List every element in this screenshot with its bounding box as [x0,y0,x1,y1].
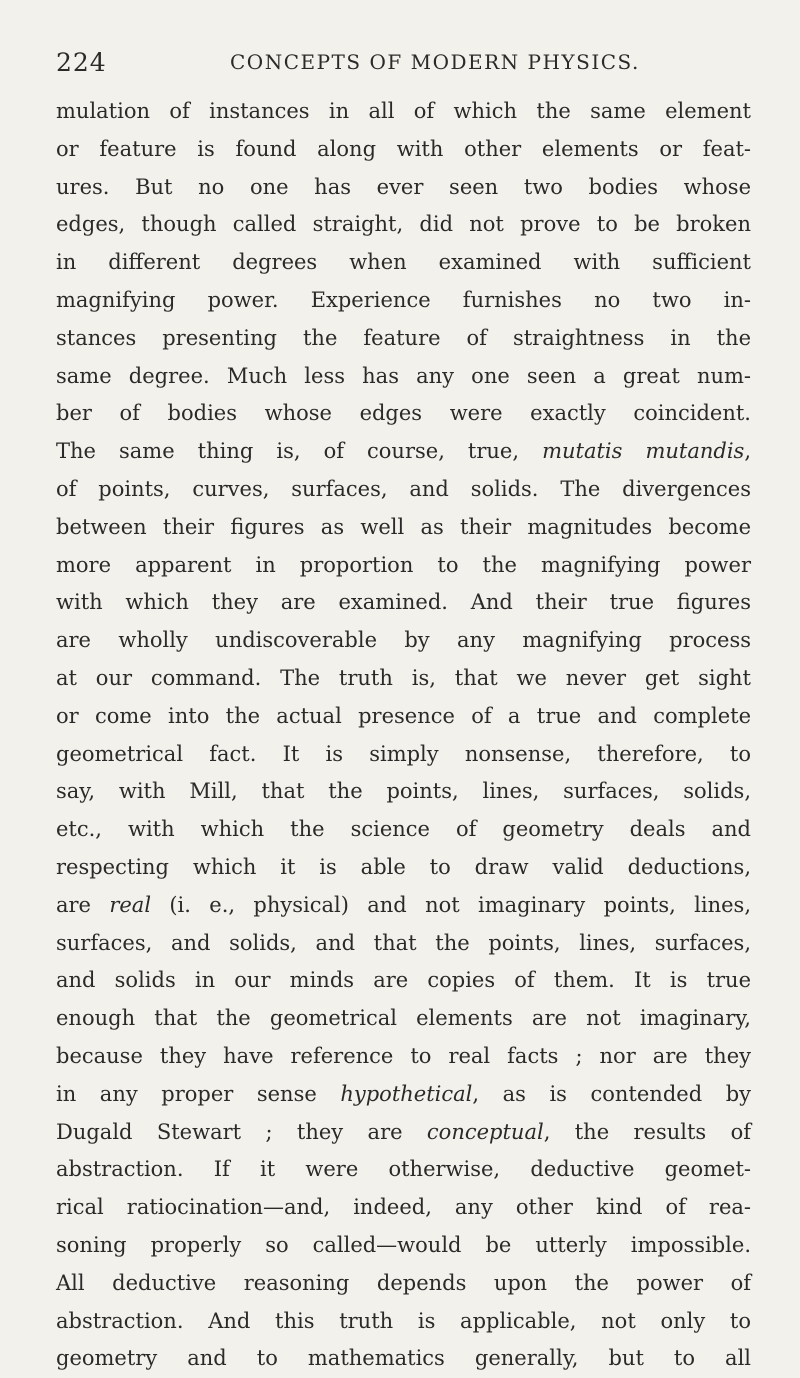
text-line: between their figures as well as their magnitudes become [56,514,751,539]
text-line: are wholly undiscoverable by any magnifying process [56,628,751,653]
text-line: are real (i. e., physical) and not imaginary points, lines, [56,892,751,917]
text-line: enough that the geometrical elements are not imaginary, [56,1006,751,1031]
text-line: with which they are examined. And their true figures [56,590,751,615]
text-line: respecting which it is able to draw valid deductions, [56,854,751,879]
text-line: at our command. The truth is, that we never get sight [56,665,751,690]
text-line: of points, curves, surfaces, and solids. The divergences [56,476,751,501]
text-line: The same thing is, of course, true, mutatis mutandis, [56,439,751,464]
text-line: in different degrees when examined with sufficient [56,250,751,275]
text-line: say, with Mill, that the points, lines, surfaces, solids, [56,779,751,804]
text-line: more apparent in proportion to the magnifying power [56,552,751,577]
text-line: mulation of instances in all of which the same element [56,99,751,123]
text-line: in any proper sense hypothetical, as is contended by [56,1081,751,1106]
running-head [56,48,746,78]
text-line: Dugald Stewart ; they are conceptual, the results of [56,1119,751,1144]
text-line: surfaces, and solids, and that the points, lines, surfaces, [56,930,751,955]
text-line: abstraction. And this truth is applicable, not only to [56,1308,751,1333]
text-line: abstraction. If it were otherwise, deductive geomet- [56,1157,751,1182]
italic-term: conceptual [426,1119,544,1144]
page-number: 224 [56,48,107,77]
text-line: ures. But no one has ever seen two bodies whose [56,174,751,199]
italic-term: hypothetical [340,1081,473,1106]
text-line: or come into the actual presence of a true and complete [56,703,751,728]
italic-term: real [109,892,152,917]
italic-term: mutatis mutandis [542,439,745,464]
text-line: and solids in our minds are copies of them. It is true [56,968,751,993]
text-line: rical ratiocination—and, indeed, any other kind of rea- [56,1195,751,1220]
text-line: because they have reference to real facts ; nor are they [56,1043,751,1068]
text-line: same degree. Much less has any one seen a great num- [56,363,751,388]
text-line: All deductive reasoning depends upon the power of [56,1270,751,1295]
text-line: or feature is found along with other elements or feat- [56,136,751,161]
text-line: magnifying power. Experience furnishes no two in- [56,287,751,312]
text-line: geometrical fact. It is simply nonsense, therefore, to [56,741,751,766]
text-line: ber of bodies whose edges were exactly coincident. [56,401,751,426]
body-text [56,93,751,1378]
text-line: soning properly so called—would be utterly impossible. [56,1232,751,1257]
text-line: edges, though called straight, did not prove to be broken [56,212,751,237]
text-line: stances presenting the feature of straightness in the [56,325,751,350]
running-title: CONCEPTS OF MODERN PHYSICS. [230,50,640,74]
text-line: geometry and to mathematics generally, but to all [56,1346,751,1371]
text-line: etc., with which the science of geometry deals and [56,817,751,842]
